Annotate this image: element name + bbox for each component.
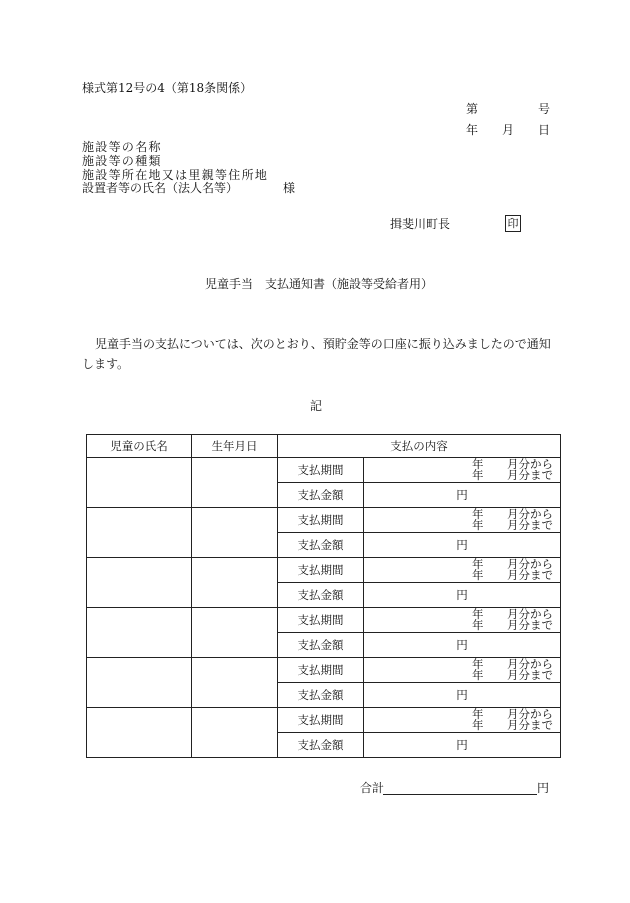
period-from-year: 年: [472, 457, 484, 471]
total-label: 合計: [360, 781, 385, 795]
date-year: 年: [466, 123, 479, 137]
header-birth-date: 生年月日: [192, 435, 278, 458]
period-to-year: 年: [472, 718, 484, 732]
amount-value-cell[interactable]: [364, 483, 561, 508]
amount-value-cell[interactable]: [364, 733, 561, 758]
period-label: 支払期間: [278, 508, 364, 533]
period-from-year: 年: [472, 557, 484, 571]
table-row: [87, 558, 561, 583]
table-row: [87, 508, 561, 533]
period-from-year: 年: [472, 657, 484, 671]
amount-label: 支払金額: [278, 683, 364, 708]
facility-name-label: 施設等の名称: [82, 140, 162, 154]
period-value-cell[interactable]: [364, 608, 561, 633]
period-to-month: 月分まで: [507, 468, 553, 482]
installer-name-label: 設置者等の氏名（法人名等）: [82, 181, 239, 195]
period-from-year: 年: [472, 507, 484, 521]
child-name-cell[interactable]: [87, 508, 192, 558]
birth-date-cell[interactable]: [192, 708, 278, 758]
period-from-month: 月分から: [507, 657, 553, 671]
period-value-cell[interactable]: [364, 708, 561, 733]
amount-label: 支払金額: [278, 733, 364, 758]
header-payment-content: 支払の内容: [278, 435, 561, 458]
period-label: 支払期間: [278, 658, 364, 683]
period-to-year: 年: [472, 568, 484, 582]
period-from-month: 月分から: [507, 707, 553, 721]
child-name-cell[interactable]: [87, 608, 192, 658]
table-row: [87, 608, 561, 633]
period-label: 支払期間: [278, 558, 364, 583]
period-from-month: 月分から: [507, 607, 553, 621]
amount-unit: 円: [456, 538, 468, 552]
period-to-year: 年: [472, 618, 484, 632]
period-to-year: 年: [472, 668, 484, 682]
period-to-month: 月分まで: [507, 568, 553, 582]
table-row: [87, 458, 561, 483]
child-name-cell[interactable]: [87, 558, 192, 608]
facility-type-label: 施設等の種類: [82, 154, 162, 168]
child-name-cell[interactable]: [87, 658, 192, 708]
period-to-year: 年: [472, 518, 484, 532]
amount-value-cell[interactable]: [364, 533, 561, 558]
period-label: 支払期間: [278, 708, 364, 733]
amount-unit: 円: [456, 638, 468, 652]
period-to-month: 月分まで: [507, 518, 553, 532]
period-to-month: 月分まで: [507, 668, 553, 682]
period-from-month: 月分から: [507, 557, 553, 571]
ki-heading: 記: [310, 399, 323, 413]
document-title: 児童手当 支払通知書（施設等受給者用）: [205, 277, 434, 291]
period-label: 支払期間: [278, 458, 364, 483]
period-value-cell[interactable]: [364, 658, 561, 683]
period-to-year: 年: [472, 468, 484, 482]
facility-address-label: 施設等所在地又は里親等住所地: [82, 168, 269, 182]
period-from-month: 月分から: [507, 457, 553, 471]
amount-unit: 円: [456, 588, 468, 602]
period-value-cell[interactable]: [364, 508, 561, 533]
document-number-suffix: 号: [538, 102, 551, 116]
period-label: 支払期間: [278, 608, 364, 633]
amount-value-cell[interactable]: [364, 633, 561, 658]
child-name-cell[interactable]: [87, 458, 192, 508]
period-to-month: 月分まで: [507, 718, 553, 732]
birth-date-cell[interactable]: [192, 458, 278, 508]
period-from-year: 年: [472, 607, 484, 621]
amount-label: 支払金額: [278, 583, 364, 608]
amount-value-cell[interactable]: [364, 583, 561, 608]
date-day: 日: [538, 123, 551, 137]
amount-label: 支払金額: [278, 533, 364, 558]
seal-stamp: 印: [505, 215, 521, 232]
amount-unit: 円: [456, 688, 468, 702]
birth-date-cell[interactable]: [192, 658, 278, 708]
total-underline: [383, 794, 537, 795]
table-header-row: [87, 435, 561, 458]
amount-unit: 円: [456, 738, 468, 752]
amount-label: 支払金額: [278, 483, 364, 508]
sender-mayor: 揖斐川町長: [390, 217, 451, 231]
birth-date-cell[interactable]: [192, 608, 278, 658]
form-number: 様式第12号の4（第18条関係）: [82, 81, 253, 95]
body-text-line-2: します。: [82, 357, 130, 371]
birth-date-cell[interactable]: [192, 508, 278, 558]
body-text-line-1: 児童手当の支払については、次のとおり、預貯金等の口座に振り込みましたので通知: [95, 337, 551, 351]
table-row: [87, 708, 561, 733]
date-month: 月: [502, 123, 515, 137]
period-value-cell[interactable]: [364, 558, 561, 583]
amount-value-cell[interactable]: [364, 683, 561, 708]
payment-table: [86, 434, 561, 758]
header-child-name: 児童の氏名: [87, 435, 192, 458]
birth-date-cell[interactable]: [192, 558, 278, 608]
table-row: [87, 658, 561, 683]
period-from-year: 年: [472, 707, 484, 721]
payment-table-body: [87, 458, 561, 758]
document-number-prefix: 第: [466, 102, 479, 116]
honorific: 様: [283, 181, 296, 195]
amount-unit: 円: [456, 488, 468, 502]
period-to-month: 月分まで: [507, 618, 553, 632]
child-name-cell[interactable]: [87, 708, 192, 758]
period-value-cell[interactable]: [364, 458, 561, 483]
total-unit: 円: [537, 781, 550, 795]
period-from-month: 月分から: [507, 507, 553, 521]
amount-label: 支払金額: [278, 633, 364, 658]
